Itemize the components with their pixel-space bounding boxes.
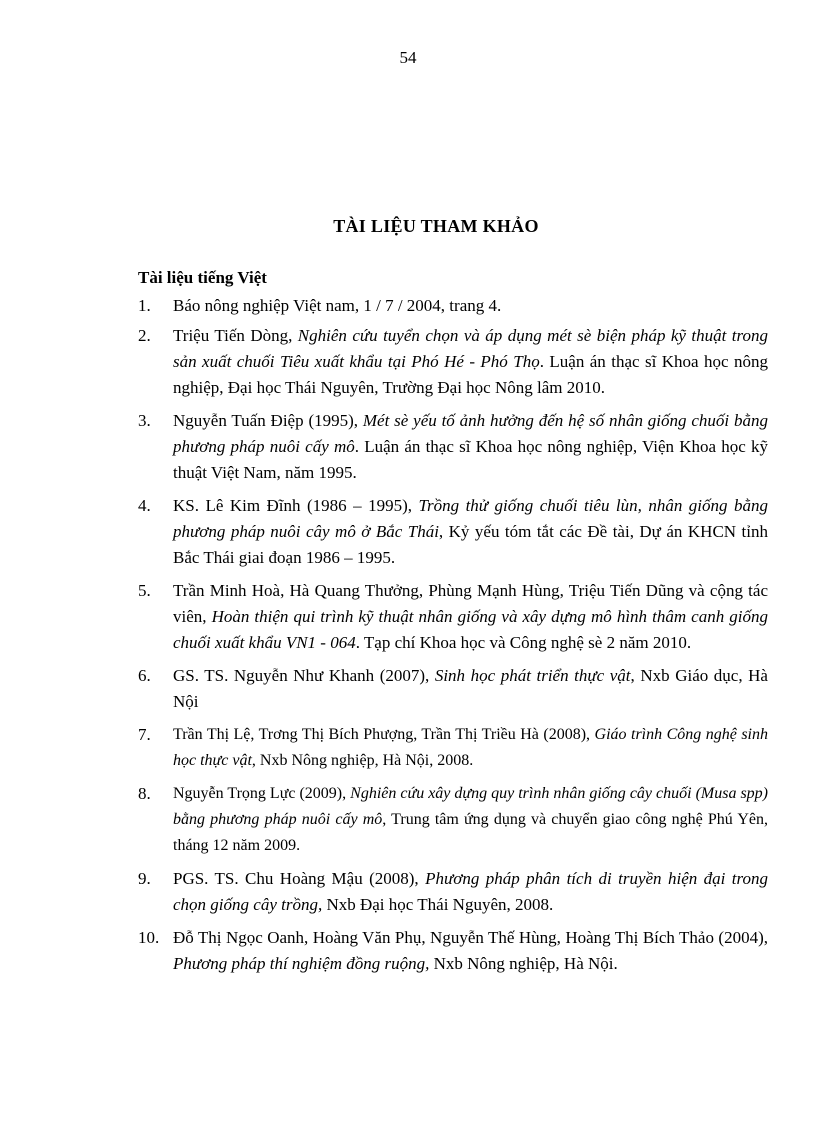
reference-number: 7. bbox=[138, 725, 151, 744]
page-title: TÀI LIỆU THAM KHẢO bbox=[333, 216, 539, 236]
reference-number: 10. bbox=[138, 928, 160, 947]
page-number: 54 bbox=[399, 48, 417, 67]
section-heading: Tài liệu tiếng Việt bbox=[138, 268, 267, 287]
reference-number: 9. bbox=[138, 869, 151, 888]
reference-text: Nguyễn Tuấn Điệp (1995), Mét sè yếu tố ảnh hưởng đến hệ số nhân giống chuối bằng phương pháp nuôi cấy mô. Luận án thạc sĩ Khoa học nông nghiệp, Viện Khoa học kỹ thuật Việt Nam, năm 1995. bbox=[173, 411, 769, 482]
reference-item bbox=[0, 578, 816, 656]
reference-text: Báo nông nghiệp Việt nam, 1 / 7 / 2004, trang 4. bbox=[173, 296, 502, 315]
reference-text: Trần Minh Hoà, Hà Quang Thưởng, Phùng Mạnh Hùng, Triệu Tiến Dũng và cộng tác viên, Hoàn thiện qui trình kỹ thuật nhân giống và xây dựng mô hình thâm canh giống chuối xuất khẩu VN1 - 064. Tạp chí Khoa học và Công nghệ sè 2 năm 2010. bbox=[173, 581, 768, 652]
reference-item bbox=[0, 408, 816, 486]
reference-text: PGS. TS. Chu Hoàng Mậu (2008), Phương pháp phân tích di truyền hiện đại trong chọn giống cây trồng, Nxb Đại học Thái Nguyên, 2008. bbox=[173, 869, 768, 914]
reference-item bbox=[0, 722, 816, 774]
reference-number: 4. bbox=[138, 496, 151, 515]
reference-text: KS. Lê Kim Đĩnh (1986 – 1995), Trồng thử giống chuối tiêu lùn, nhân giống bằng phương pháp nuôi cây mô ở Bắc Thái, Kỷ yếu tóm tắt các Đề tài, Dự án KHCN tỉnh Bắc Thái giai đoạn 1986 – 1995. bbox=[173, 496, 768, 567]
reference-item bbox=[0, 866, 816, 918]
reference-list bbox=[0, 293, 816, 984]
reference-number: 1. bbox=[138, 296, 151, 315]
reference-item bbox=[0, 781, 816, 859]
reference-item bbox=[0, 323, 816, 401]
reference-text: Triệu Tiến Dòng, Nghiên cứu tuyển chọn và áp dụng mét sè biện pháp kỹ thuật trong sản xuất chuối Tiêu xuất khẩu tại Phó Hé - Phó Thọ. Luận án thạc sĩ Khoa học nông nghiệp, Đại học Thái Nguyên, Trường Đại học Nông lâm 2010. bbox=[173, 326, 768, 397]
reference-number: 6. bbox=[138, 666, 151, 685]
reference-item bbox=[0, 493, 816, 571]
reference-number: 3. bbox=[138, 411, 151, 430]
reference-text: Đỗ Thị Ngọc Oanh, Hoàng Văn Phụ, Nguyễn Thế Hùng, Hoàng Thị Bích Thảo (2004), Phương pháp thí nghiệm đồng ruộng, Nxb Nông nghiệp, Hà Nội. bbox=[173, 928, 768, 973]
reference-item bbox=[0, 925, 816, 977]
reference-text: GS. TS. Nguyễn Như Khanh (2007), Sinh học phát triển thực vật, Nxb Giáo dục, Hà Nội bbox=[173, 666, 768, 711]
reference-number: 5. bbox=[138, 581, 151, 600]
reference-number: 2. bbox=[138, 326, 151, 345]
reference-item bbox=[0, 663, 816, 715]
reference-text: Nguyễn Trọng Lực (2009), Nghiên cứu xây dựng quy trình nhân giống cây chuối (Musa spp) bằng phương pháp nuôi cấy mô, Trung tâm ứng dụng và chuyển giao công nghệ Phú Yên, tháng 12 năm 2009. bbox=[173, 785, 769, 854]
reference-item bbox=[0, 293, 816, 319]
reference-number: 8. bbox=[138, 784, 151, 803]
reference-text: Trần Thị Lệ, Trơng Thị Bích Phượng, Trần Thị Triều Hà (2008), Giáo trình Công nghệ sinh học thực vật, Nxb Nông nghiệp, Hà Nội, 2008. bbox=[173, 726, 769, 769]
